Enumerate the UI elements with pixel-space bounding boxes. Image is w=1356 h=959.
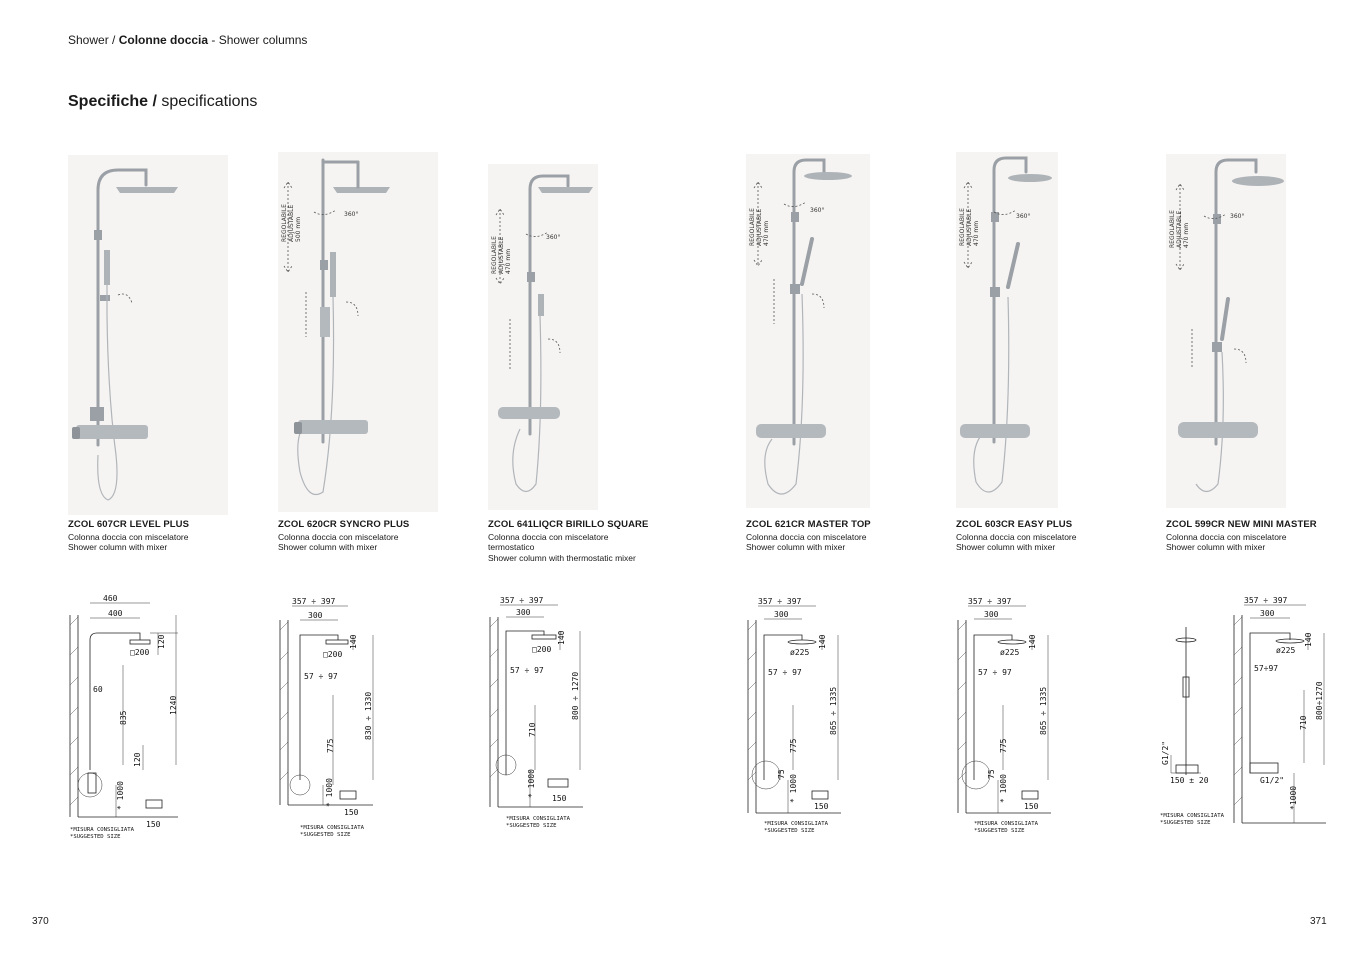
breadcrumb-prefix: Shower / [68,33,119,47]
dim-75: 75 [777,769,786,779]
dim-140: 140 [818,634,827,649]
dim-357-397: 357 ÷ 397 [968,597,1012,606]
product-photo-3 [488,164,598,510]
breadcrumb [68,33,307,47]
note-suggested: *SUGGESTED SIZE [974,828,1025,834]
annotation-regolabile: REGOLABILE [281,204,288,242]
dim-357-397: 357 ÷ 397 [500,596,544,605]
annotation-range: 470 mm [505,248,512,274]
product-photo-6 [1166,154,1286,508]
note-misura: *MISURA CONSIGLIATA [70,827,134,833]
dim-1000: * 1000 [325,778,334,807]
annotation-range: 500 mm [295,216,302,242]
dim-140: 140 [349,634,358,649]
dim-75: 75 [987,769,996,779]
product-photo-4 [746,154,870,508]
product-info-6 [1166,520,1356,553]
product-desc-en: Shower column with mixer [746,542,846,552]
dim-150: 150 [344,808,359,817]
dim-57-97: 57÷97 [1254,664,1279,673]
annotation-range: 470 mm [973,220,980,246]
product-desc-it-2: termostatico [488,542,535,552]
technical-drawing-4 [746,595,906,845]
product-info-5 [956,520,1156,553]
product-desc-en: Shower column with mixer [278,542,378,552]
dim-1000: * 1000 [999,774,1008,803]
note-misura: *MISURA CONSIGLIATA [1160,813,1224,819]
technical-drawing-3 [488,595,648,845]
technical-drawing-2 [278,595,438,845]
product-code: ZCOL 621CR MASTER TOP [746,519,871,530]
annotation-360: 360° [546,234,561,241]
dim-60: 60 [93,685,103,694]
product-photo-5 [956,152,1058,508]
breadcrumb-suffix: - Shower columns [208,33,308,47]
dim-g12-front: G1/2" [1260,776,1285,785]
product-desc-it: Colonna doccia con miscelatore [956,531,1077,542]
technical-drawing-6 [1156,595,1336,845]
dim-1000: * 1000 [789,774,798,803]
dim-57-97: 57 ÷ 97 [304,672,338,681]
dim-140: 140 [1304,632,1313,647]
product-desc-it: Colonna doccia con miscelatore [278,531,399,542]
product-code: ZCOL 620CR SYNCRO PLUS [278,519,410,530]
dim-400: 400 [108,609,123,618]
dim-1000: *1000 [1289,785,1298,810]
product-code: ZCOL 599CR NEW MINI MASTER [1166,519,1317,530]
annotation-360: 360° [810,207,825,214]
section-title-bold: Specifiche / [68,93,162,110]
note-misura: *MISURA CONSIGLIATA [506,816,570,822]
product-info-2 [278,520,478,553]
dim-150-20: 150 ± 20 [1170,776,1209,785]
dim-head-size: □200 [130,648,150,657]
annotation-range: 470 mm [1183,222,1190,248]
note-suggested: *SUGGESTED SIZE [300,832,351,838]
product-code: ZCOL 641LIQCR BIRILLO SQUARE [488,519,649,530]
annotation-360: 360° [1016,213,1031,220]
product-info-4 [746,520,946,553]
dim-1000: * 1000 [116,781,125,810]
note-suggested: *SUGGESTED SIZE [506,823,557,829]
product-desc-en: Shower column with thermostatic mixer [488,552,636,563]
annotation-360: 360° [344,211,359,218]
product-desc-it: Colonna doccia con miscelatore [488,531,609,542]
dim-57-97: 57 ÷ 97 [768,668,802,677]
dim-head-size: □200 [532,645,552,654]
note-suggested: *SUGGESTED SIZE [70,834,121,840]
dim-57-97: 57 ÷ 97 [510,666,544,675]
annotation-adjustable: ADJUSTABLE [756,208,763,246]
dim-300: 300 [774,610,789,619]
dim-head-size: ø225 [790,648,810,657]
dim-357-397: 357 ÷ 397 [1244,596,1288,605]
dim-800-1270: 800 ÷ 1270 [571,671,580,720]
dim-460: 460 [103,594,118,603]
dim-150: 150 [1024,802,1039,811]
annotation-regolabile: REGOLABILE [1169,210,1176,248]
dim-300: 300 [516,608,531,617]
dim-head-size: □200 [323,650,343,659]
product-photo-2 [278,152,438,512]
page-number-left: 370 [32,916,49,927]
dim-357-397: 357 ÷ 397 [292,597,336,606]
note-misura: *MISURA CONSIGLIATA [974,821,1038,827]
note-suggested: *SUGGESTED SIZE [1160,820,1211,826]
dim-140: 140 [1028,634,1037,649]
section-title [68,93,257,111]
note-misura: *MISURA CONSIGLIATA [764,821,828,827]
dim-140: 140 [557,630,566,645]
annotation-range: 470 mm [763,220,770,246]
note-misura: *MISURA CONSIGLIATA [300,825,364,831]
dim-835: 835 [119,710,128,725]
dim-357-397: 357 ÷ 397 [758,597,802,606]
dim-150: 150 [146,820,161,829]
breadcrumb-bold: Colonne doccia [118,33,209,47]
product-code: ZCOL 607CR LEVEL PLUS [68,519,190,530]
dim-1000: * 1000 [527,769,536,798]
annotation-adjustable: ADJUSTABLE [966,208,973,246]
dim-775: 775 [326,738,335,753]
dim-775: 775 [999,738,1008,753]
product-desc-en: Shower column with mixer [1166,542,1266,552]
annotation-adjustable: ADJUSTABLE [1176,210,1183,248]
dim-head-size: ø225 [1276,646,1296,655]
dim-710: 710 [1299,715,1308,730]
annotation-adjustable: ADJUSTABLE [498,236,505,274]
dim-1240: 1240 [169,695,178,715]
dim-300: 300 [308,611,323,620]
technical-drawing-5 [956,595,1116,845]
dim-g12-side: G1/2" [1161,740,1170,765]
annotation-360: 360° [1230,213,1245,220]
product-desc-it: Colonna doccia con miscelatore [68,531,189,542]
dim-57-97: 57 ÷ 97 [978,668,1012,677]
product-code: ZCOL 603CR EASY PLUS [956,519,1073,530]
dim-710: 710 [528,722,537,737]
dim-150: 150 [814,802,829,811]
dim-120-top: 120 [157,634,166,649]
note-suggested: *SUGGESTED SIZE [764,828,815,834]
dim-800-1270: 800÷1270 [1315,681,1324,720]
product-desc-en: Shower column with mixer [956,542,1056,552]
product-info-1 [68,520,268,553]
page-number-right: 371 [1310,916,1327,927]
product-desc-en: Shower column with mixer [68,542,168,552]
dim-300: 300 [1260,609,1275,618]
dim-120-bottom: 120 [133,752,142,767]
product-info-3 [488,520,688,563]
dim-775: 775 [789,738,798,753]
annotation-regolabile: REGOLABILE [959,208,966,246]
annotation-regolabile: REGOLABILE [749,208,756,246]
dim-150: 150 [552,794,567,803]
section-title-rest: specifications [161,93,258,110]
dim-300: 300 [984,610,999,619]
annotation-regolabile: REGOLABILE [491,236,498,274]
technical-drawing-1 [68,595,228,845]
dim-830-1330: 830 ÷ 1330 [364,691,373,740]
product-desc-it: Colonna doccia con miscelatore [746,531,867,542]
product-photo-1 [68,155,228,515]
dim-head-size: ø225 [1000,648,1020,657]
dim-865-1335: 865 ÷ 1335 [1039,686,1048,735]
dim-865-1335: 865 ÷ 1335 [829,686,838,735]
product-desc-it: Colonna doccia con miscelatore [1166,531,1287,542]
annotation-adjustable: ADJUSTABLE [288,204,295,242]
